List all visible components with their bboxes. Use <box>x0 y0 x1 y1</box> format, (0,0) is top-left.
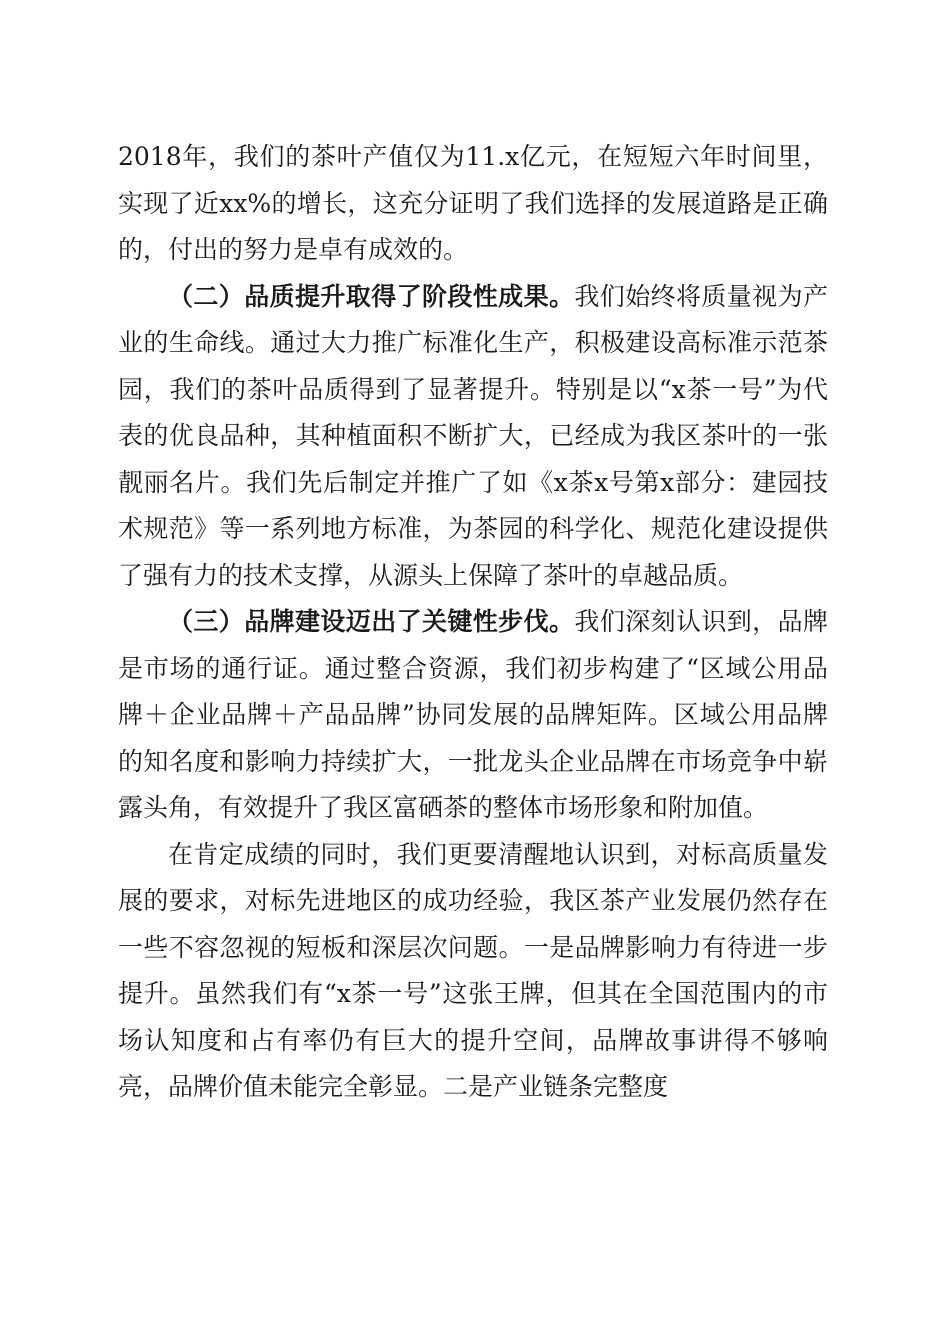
paragraph-problems: 在肯定成绩的同时，我们更要清醒地认识到，对标高质量发展的要求，对标先进地区的成功经验，我区茶产业发展仍然存在一些不容忽视的短板和深层次问题。一是品牌影响力有待进一步提升。虽然我们有“x茶一号”这张王牌，但其在全国范围内的市场认知度和占有率仍有巨大的提升空间，品牌故事讲得不够响亮，品牌价值未能完全彰显。二是产业链条完整度 <box>118 839 828 1101</box>
document-body <box>118 134 828 1111</box>
paragraph-output-growth: 2018年，我们的茶叶产值仅为11.x亿元，在短短六年时间里，实现了近xx%的增长，这充分证明了我们选择的发展道路是正确的，付出的努力是卓有成效的。 <box>118 142 828 264</box>
paragraph-brand-building <box>118 599 828 832</box>
section-heading-brand: （三）品牌建设迈出了关键性步伐。 <box>168 607 575 636</box>
paragraph-brand-body: 我们深刻认识到，品牌是市场的通行证。通过整合资源，我们初步构建了“区域公用品牌＋企业品牌＋产品品牌”协同发展的品牌矩阵。区域公用品牌的知名度和影响力持续扩大，一批龙头企业品牌在市场竞争中崭露头角，有效提升了我区富硒茶的整体市场形象和附加值。 <box>118 607 828 822</box>
paragraph-quality-body: 我们始终将质量视为产业的生命线。通过大力推广标准化生产，积极建设高标准示范茶园，我们的茶叶品质得到了显著提升。特别是以“x茶一号”为代表的优良品种，其种植面积不断扩大，已经成为我区茶叶的一张靓丽名片。我们先后制定并推广了如《x茶x号第x部分：建园技术规范》等一系列地方标准，为茶园的科学化、规范化建设提供了强有力的技术支撑，从源头上保障了茶叶的卓越品质。 <box>118 281 828 590</box>
paragraph-quality-improvement <box>118 274 828 600</box>
section-heading-quality: （二）品质提升取得了阶段性成果。 <box>168 281 575 311</box>
